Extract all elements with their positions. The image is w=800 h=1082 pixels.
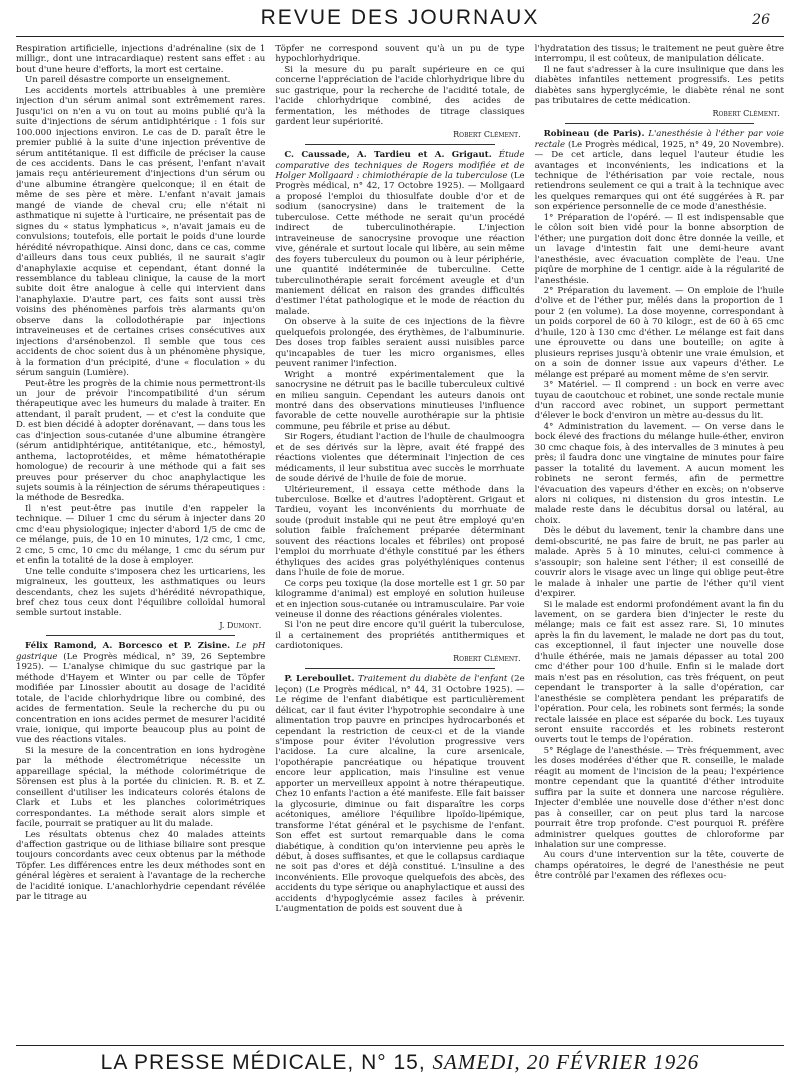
page-footer	[0, 1050, 800, 1075]
article-heading	[535, 129, 784, 213]
paragraph: Respiration artificielle, injections d'adrénaline (six de 1 milligr., dont une intracardiaque) restent sans effet : au bout d'une heure d'efforts, la mort est certaine.	[16, 44, 266, 75]
article-authors: Robineau (de Paris).	[543, 129, 645, 140]
paragraph: Töpfer ne correspond souvent qu'à un pu de type hypochlorhydrique.	[275, 44, 525, 65]
header-rule	[16, 36, 784, 37]
page-number: 26	[752, 12, 770, 28]
article-heading	[16, 641, 265, 746]
paragraph: Peut-être les progrès de la chimie nous permettront-ils un jour de prévoir l'incompatibilité d'un sérum thérapeutique avec les humeurs du malade à traiter. En attendant, il paraît prudent, — et c'est la conduite que D. est bien décidé à adopter dorénavant, — dans tous les cas d'injection sous-cutanée d'une albumine étrangère (sérum antidiphtérique, antitétanique, etc., hémostyl, anthema, lactoprotéides, et même hématothérapie homologue) de recourir à une méthode qui a fait ses preuves pour préserver du choc anaphylactique les sujets soumis à la réinjection de sérums thérapeutiques : la méthode de Besredka.	[16, 378, 266, 504]
paragraph: Sir Rogers, étudiant l'action de l'huile de chaulmoogra et de ses dérivés sur la lèpre, avait été frappé des réactions violentes que déterminait l'injection de ces médicaments, il leur substitua avec succès le morrhuate de soude dérivé de l'huile de foie de morue.	[275, 432, 525, 485]
article-separator	[46, 635, 235, 636]
author-signature: Robert Clément.	[712, 108, 780, 118]
article-title: Traitement du diabète de l'enfant	[357, 674, 508, 685]
article-title: Le pH gastrique	[16, 641, 266, 662]
author-signature: Robert Clément.	[453, 653, 521, 663]
author-signature: J. Dumont.	[219, 620, 262, 630]
paragraph: Une telle conduite s'imposera chez les urticariens, les migraineux, les goutteux, les asthmatiques ou leurs descendants, chez les sujets d'hérédité névropathique, bref chez tous ceux dont l'équilibre colloïdal humoral semble surtout instable.	[16, 566, 266, 619]
article-separator	[305, 144, 494, 145]
paragraph: l'hydratation des tissus; le traitement ne peut guère être interrompu, il est coûteux, de manipulation délicate.	[534, 44, 784, 65]
footer-rule	[16, 1045, 784, 1046]
article-body-start: (Le Progrès médical, n° 39, 26 Septembre 1925). — L'analyse chimique du suc gastrique par la méthode d'Hayem et Winter ou par celle de Töpfer modifiée par Linossier aboutit au dosage de l'acidité totale, de l'acide chlorhydrique libre ou combiné, des acides de fermentation. Seule la recherche du pu ou concentration en ions acides permet de mesurer l'acidité vraie, ionique, qui importe beaucoup plus au point de vue des réactions vitales.	[16, 651, 266, 746]
article-authors: C. Caussade, A. Tardieu et A. Grigaut.	[284, 150, 492, 161]
article-separator	[305, 668, 494, 669]
paragraph: Wright a montré expérimentalement que la sanocrysine ne détruit pas le bacille tuberculeux cultivé en milieu sanguin. Cependant les auteurs danois ont montré dans des observations minutieuses l'influence favorable de cette nouvelle aurothérapie sur la phtisie commune, peu fébrile et prise au début.	[275, 369, 525, 432]
paragraph: 4° Administration du lavement. — On verse dans le bock élevé des fractions du mélange huile-éther, environ 30 cmc chaque fois, à des intervalles de 3 minutes à peu près; il faudra donc une vingtaine de minutes pour faire passer la totalité du lavement. A aucun moment les robinets ne seront fermés, afin de permettre l'évacuation des vapeurs d'éther en excès; on n'observe alors ni coliques, ni distension du gros intestin. Le malade reste dans le décubitus dorsal ou latéral, au choix.	[534, 421, 784, 526]
paragraph: 3° Matériel. — Il comprend : un bock en verre avec tuyau de caoutchouc et robinet, une sonde rectale munie d'un raccord avec robinet, un support permettant d'élever le bock d'environ un mètre au-dessus du lit.	[534, 380, 784, 422]
paragraph: 1° Préparation de l'opéré. — Il est indispensable que le côlon soit bien vidé pour la bonne absorption de l'éther; une purgation doit donc être donnée la veille, et un lavage d'intestin fait une demi-heure avant l'anesthésie, avec évacuation complète de l'eau. Une piqûre de morphine de 1 centigr. aide à la régularité de l'anesthésie.	[534, 212, 784, 286]
article-heading	[275, 674, 524, 914]
column-2	[275, 44, 524, 1042]
article-body-start: (2e leçon) (Le Progrès médical, n° 44, 31 Octobre 1925). — Le régime de l'enfant diabétique est particulièrement délicat, car il faut éviter l'hypotrophie secondaire à une alimentation trop pauvre en principes hydrocarbonés et cependant la restriction de ceux-ci et de la viande s'impose pour éviter l'évolution progressive vers l'acidose. La cure alcaline, la cure arsenicale, l'opothérapie pancréatique ou hépatique trouvent encore leur application, mais l'insuline est venue apporter un merveilleux appoint à notre thérapeutique. Chez 10 enfants l'action a été manifeste. Elle fait baisser la glycosurie, diminue ou fait disparaître les corps acétoniques, améliore l'équilibre lipoïdo-lipémique, transforme l'état général et le psychisme de l'enfant. Son effet est surtout remarquable dans le coma diabétique, à condition qu'on intervienne peu après le début, à doses suffisantes, et que le collapsus cardiaque ne soit pas d'ores et déjà constitué. L'insuline a des inconvénients. Elle provoque quelquefois des abcès, des accidents du type sérique ou anaphylactique et aussi des accidents d'hypoglycémie assez faciles à prévenir. L'augmentation de poids est souvent due à	[275, 674, 525, 915]
publication-date: SAMEDI, 20 FÉVRIER 1926	[432, 1050, 700, 1074]
page-header	[0, 0, 800, 40]
article-authors: Félix Ramond, A. Borcesco et P. Zisine.	[25, 641, 231, 652]
publication-issue: LA PRESSE MÉDICALE, N° 15,	[100, 1051, 426, 1074]
article-title: Étude comparative des techniques de Rogers modifiée et de Holger Mollgaard : chimiothérapie de la tuberculose	[275, 150, 525, 181]
paragraph: Au cours d'une intervention sur la tête, couverte de champs opératoires, le degré de l'anesthésie ne peut être contrôlé par l'examen des réflexes ocu-	[534, 850, 784, 882]
paragraph: Si le malade est endormi profondément avant la fin du lavement, on se gardera bien d'injecter le reste du mélange; mais ce fait est assez rare. Si, 10 minutes après la fin du lavement, le malade ne dort pas du tout, cas exceptionnel, il faut injecter une nouvelle dose d'huile éthérée, mais ne jamais dépasser au total 200 cmc d'éther pour 100 d'huile. Enfin si le malade dort mais n'est pas en résolution, cas très fréquent, on peut cependant le transporter à la salle d'opération, car l'anesthésie se complètera pendant les préparatifs de l'opération. Pour cela, les robinets sont fermés; la sonde rectale laissée en place est séparée du bock. Les tuyaux seront ensuite raccordés et les robinets resteront ouverts tout le temps de l'opération.	[534, 599, 784, 746]
journal-section-title: REVUE DES JOURNAUX	[260, 6, 540, 29]
paragraph: Si l'on ne peut dire encore qu'il guérit la tuberculose, il a certainement des propriétés antithermiques et cardiotoniques.	[275, 620, 525, 652]
paragraph: Il n'est peut-être pas inutile d'en rappeler la technique. — Diluer 1 cmc du sérum à injecter dans 20 cmc d'eau physiologique; injecter d'abord 1/5 de cmc de ce mélange, puis, de 10 en 10 minutes, 1/2 cmc, 1 cmc, 2 cmc, 5 cmc, 10 cmc du mélange, 1 cmc du sérum pur et enfin la totalité de la dose à employer.	[16, 503, 266, 567]
paragraph: Les accidents mortels attribuables à une première injection d'un sérum animal sont extrêmement rares. Jusqu'ici on n'en a vu on tout au moins publié qu'à la suite d'injections de sérum antidiphtérique : 1 fois sur 100.000 injections environ. Le cas de D. paraît être le premier publié à la suite d'une injection préventive de sérum antitétanique. Il est difficile de préciser la cause de ces accidents. Dans le cas présent, l'enfant n'avait jamais reçu antérieurement d'injections d'un sérum ou d'une albumine étrangère quelconque; il en était de même de ses père et mère. L'enfant n'avait jamais mangé de viande de cheval cru; elle n'était ni asthmatique ni sujette à l'urticaire, ne présentait pas de signes du « status lymphaticus », n'avait jamais eu de convulsions; toutefois, elle portait le poids d'une lourde hérédité névropathique. Ainsi donc, dans ce cas, comme d'ailleurs dans tous ceux publiés, il ne saurait s'agir d'anaphylaxie acquise et cependant, étant donné la ressemblance du tableau clinique, la cause de la mort subite doit être analogue à celle qui intervient dans l'anaphylaxie. D'autre part, ces faits sont aussi très voisins des phénomènes parfois très alarmants qu'on observe dans la collodothérapie par injections intraveineuses et de certaines crises consécutives aux injections d'arsénobenzol. Il semble que tous ces accidents de choc soient dus à un phénomène physique, à la formation d'un précipité, d'une « floculation » du sérum sanguin (Lumière).	[16, 85, 266, 379]
paragraph: 5° Réglage de l'anesthésie. — Très fréquemment, avec les doses modérées d'éther que R. conseille, le malade réagit au moment de l'incision de la peau; l'expérience montre cependant que la quantité d'éther introduite suffira par la suite et donnera une narcose régulière. Injecter d'emblée une nouvelle dose d'éther n'est donc pas à conseiller, car on peut plus tard la narcose pourrait être trop profonde. C'est pourquoi R. préfère administrer quelques gouttes de chloroforme par inhalation sur une compresse.	[534, 745, 784, 850]
article-columns	[16, 44, 784, 1042]
paragraph: Un pareil désastre comporte un enseignement.	[25, 75, 231, 86]
article-heading	[275, 150, 524, 317]
paragraph: Dès le début du lavement, tenir la chambre dans une demi-obscurité, ne pas faire de bruit, ne pas parler au malade. Après 5 à 10 minutes, celui-ci commence à s'assoupir; son haleine sent l'éther; il est conseillé de couvrir alors le visage avec un linge qui oblige peut-être le malade à inhaler une partie de l'éther qu'il vient d'expirer.	[534, 526, 784, 600]
paragraph: On observe à la suite de ces injections de la fièvre quelquefois prolongée, des érythèmes, de l'albuminurie. Des doses trop faibles seraient aussi nuisibles parce qu'incapables de tuer les micro organismes, elles peuvent ranimer l'infection.	[275, 317, 525, 370]
column-1	[16, 44, 265, 1042]
article-authors: P. Lereboullet.	[284, 674, 355, 685]
paragraph: Ultérieurement, il essaya cette méthode dans la tuberculose. Bœlke et d'autres l'adoptèrent. Grigaut et Tardieu, voyant les inconvénients du morrhuate de soude (produit instable qui ne peut être employé qu'en solution faible fraîchement préparée déterminant souvent des réactions locales et fébriles) ont proposé l'emploi du morrhuate d'éthyle constitué par les éthers éthyliques des acides gras polyéthyléniques contenus dans l'huile de foie de morue.	[275, 484, 525, 579]
article-body-start: (Le Progrès médical, n° 42, 17 Octobre 1925). — Mollgaard a proposé l'emploi du thiosulfate double d'or et de sodium (sanocrysine) dans le traitement de la tuberculose. Cette méthode ne serait qu'un procédé indirect de tuberculinothérapie. L'injection intraveineuse de sanocrysine provoque une réaction vive, générale et surtout locale qui libère, au sein même des foyers tuberculeux du poumon ou à leur périphérie, une quantité indéterminée de tuberculine. Cette tuberculinothérapie serait forcément aveugle et d'un maniement délicat en raison des grandes difficultés d'estimer l'état pathologique et le mode de réaction du malade.	[275, 170, 525, 317]
paragraph: Les résultats obtenus chez 40 malades atteints d'affection gastrique ou de lithiase biliaire sont presque toujours concordants avec ceux obtenus par la méthode Töpfer. Les différences entre les deux méthodes sont en général légères et seraient à l'avantage de la recherche de l'acidité ionique. L'anachlorhydrie cependant révélée par le titrage au	[16, 829, 266, 903]
paragraph: 2° Préparation du lavement. — On emploie de l'huile d'olive et de l'éther pur, mêlés dans la proportion de 1 pour 2 (en volume). La dose moyenne, correspondant à un poids corporel de 60 à 70 kilogr., est de 60 à 65 cmc d'huile, 120 à 130 cmc d'éther. Le mélange est fait dans une éprouvette ou dans une bouteille; on agite à plusieurs reprises jusqu'à obtenir une vraie émulsion, et on a soin de donner issue aux vapeurs d'éther. Le mélange est préparé au moment même de s'en servir.	[534, 285, 784, 380]
paragraph: Ce corps peu toxique (la dose mortelle est 1 gr. 50 par kilogramme d'animal) est employé en solution huileuse et en injection sous-cutanée ou intramusculaire. Par voie veineuse il donne des réactions générales violentes.	[275, 578, 525, 621]
article-title: L'anesthésie à l'éther par voie rectale	[534, 129, 784, 150]
author-signature: Robert Clément.	[453, 129, 521, 139]
paragraph: Il ne faut s'adresser à la cure insulinique que dans les diabètes infantiles nettement progressifs. Les petits diabètes sans hyperglycémie, le diabète rénal ne sont pas tributaires de cette médication.	[534, 64, 784, 107]
paragraph: Si la mesure du pu paraît supérieure en ce qui concerne l'appréciation de l'acide chlorhydrique libre du suc gastrique, pour la recherche de l'acidité totale, de l'acide chlorhydrique combiné, des acides de fermentation, les méthodes de titrage classiques gardent leur supériorité.	[275, 64, 525, 128]
article-separator	[565, 123, 754, 124]
article-body-start: (Le Progrès médical, 1925, n° 49, 20 Novembre). — De cet article, dans lequel l'auteur étudie les avantages et inconvénients, les indications et la technique de l'éthérisation par voie rectale, nous retiendrons seulement ce qui a trait à la technique avec les quelques remarques qui ont été suggérées à R. par son expérience personnelle de ce mode d'anesthésie.	[534, 139, 784, 213]
paragraph: Si la mesure de la concentration en ions hydrogène par la méthode électrométrique nécessite un appareillage spécial, la méthode colorimétrique de Sörensen est plus à la portée du clinicien. R. B. et Z. conseillent d'utiliser les indicateurs colorés étalons de Clark et Lubs et les planches colorimétriques correspondantes. La méthode serait alors simple et facile, pourrait se pratiquer au lit du malade.	[16, 745, 266, 830]
column-3	[535, 44, 784, 1042]
